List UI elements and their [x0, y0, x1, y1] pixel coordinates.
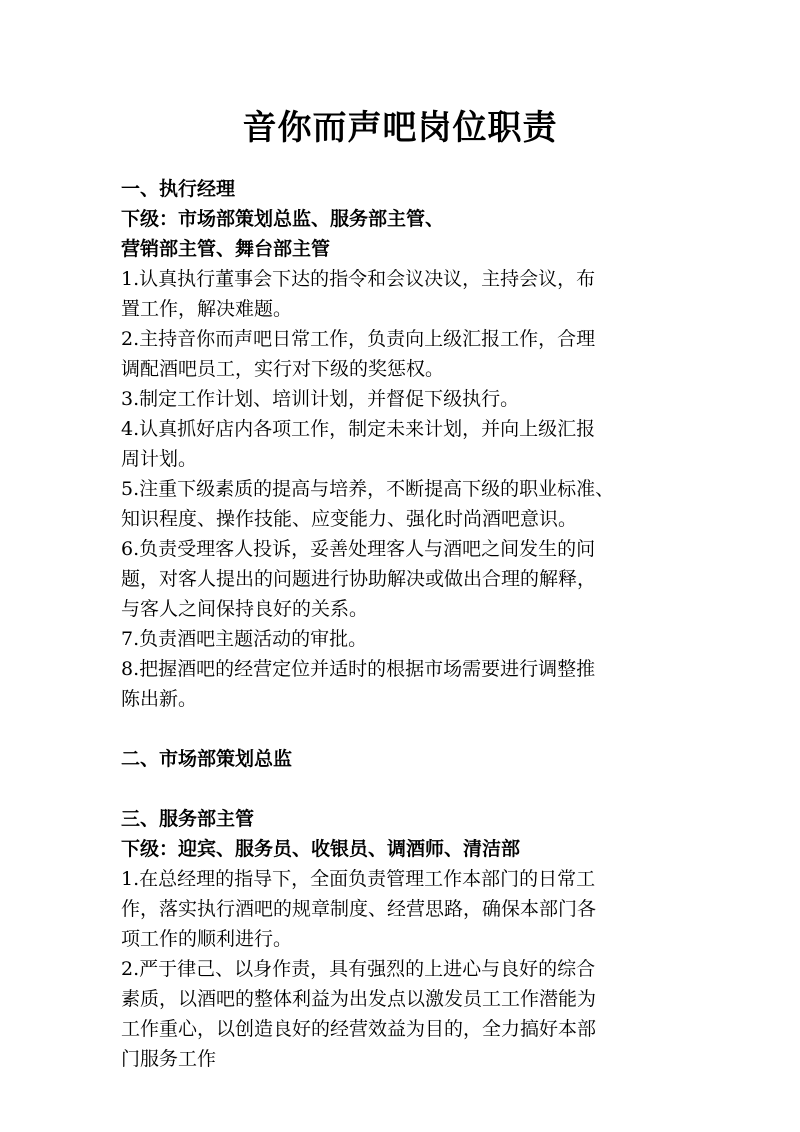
duty-line: 1.在总经理的指导下，全面负责管理工作本部门的日常工: [121, 868, 596, 890]
section-subordinates-line: 下级：市场部策划总监、服务部主管、: [121, 208, 445, 230]
duty-line: 5.注重下级素质的提高与培养，不断提高下级的职业标准、: [121, 478, 615, 500]
duty-line: 知识程度、操作技能、应变能力、强化时尚酒吧意识。: [121, 508, 578, 530]
duty-line: 2.严于律己、以身作责，具有强烈的上进心与良好的综合: [121, 958, 596, 980]
duty-line: 周计划。: [121, 448, 198, 470]
section-spacer: [121, 714, 681, 744]
duty-line: 陈出新。: [121, 688, 198, 710]
duty-line: 1.认真执行董事会下达的指令和会议决议，主持会议，布: [121, 268, 596, 290]
duty-line: 置工作，解决难题。: [121, 298, 293, 320]
duty-line: 6.负责受理客人投诉，妥善处理客人与酒吧之间发生的问: [121, 538, 596, 560]
duty-line: 作，落实执行酒吧的规章制度、经营思路，确保本部门各: [121, 898, 597, 920]
duty-line: 题，对客人提出的问题进行协助解决或做出合理的解释，: [121, 568, 597, 590]
duty-line: 8.把握酒吧的经营定位并适时的根据市场需要进行调整推: [121, 658, 596, 680]
duty-line: 调配酒吧员工，实行对下级的奖惩权。: [121, 358, 445, 380]
section-subordinates-line: 营销部主管、舞台部主管: [121, 238, 331, 260]
section-heading-service-supervisor: 三、服务部主管: [121, 808, 255, 830]
duty-line: 工作重心，以创造良好的经营效益为目的，全力搞好本部: [121, 1018, 597, 1040]
duty-line: 素质，以酒吧的整体利益为出发点以激发员工工作潜能为: [121, 988, 597, 1010]
document-title: 音你而声吧岗位职责: [242, 108, 558, 148]
section-heading-executive-manager: 一、执行经理: [121, 178, 236, 200]
duty-line: 与客人之间保持良好的关系。: [121, 598, 369, 620]
section-heading-marketing-director: 二、市场部策划总监: [121, 748, 293, 770]
duty-line: 2.主持音你而声吧日常工作，负责向上级汇报工作，合理: [121, 328, 596, 350]
section-subordinates-line: 下级：迎宾、服务员、收银员、调酒师、清洁部: [121, 838, 521, 860]
duty-line: 项工作的顺利进行。: [121, 928, 293, 950]
section-spacer: [121, 774, 681, 804]
document-body: [121, 174, 681, 1074]
duty-line: 3.制定工作计划、培训计划，并督促下级执行。: [121, 388, 520, 410]
duty-line: 7.负责酒吧主题活动的审批。: [121, 628, 368, 650]
duty-line: 4.认真抓好店内各项工作，制定未来计划，并向上级汇报: [121, 418, 596, 440]
duty-line: 门服务工作: [121, 1048, 217, 1070]
